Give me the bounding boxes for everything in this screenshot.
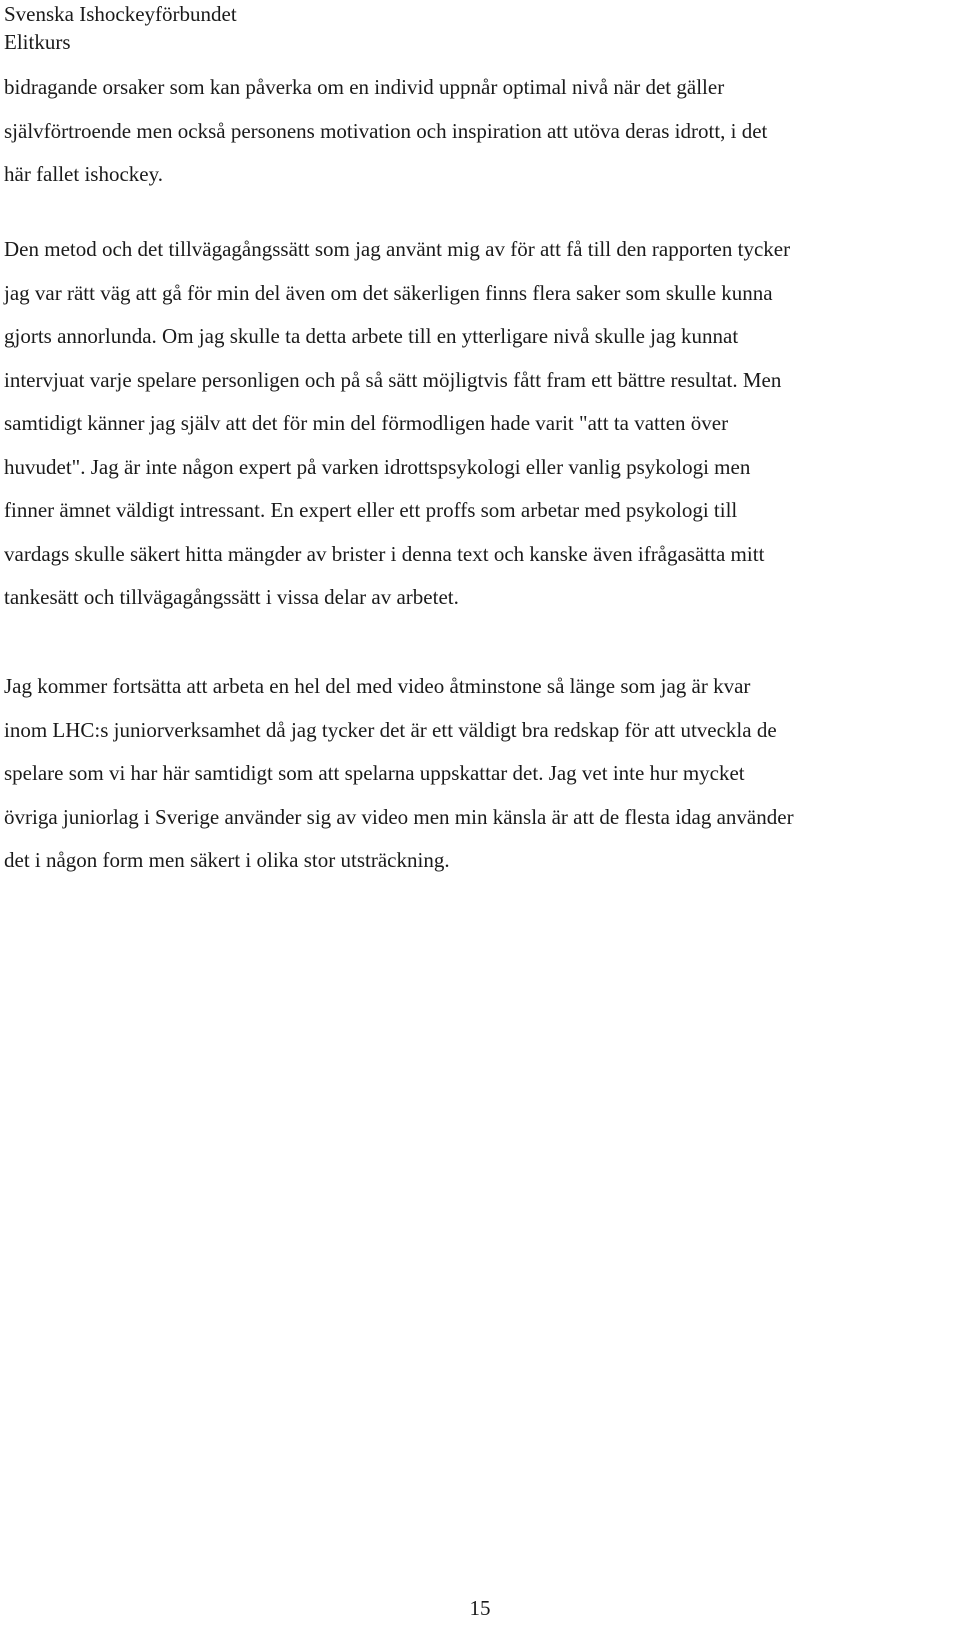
paragraph-line: det i någon form men säkert i olika stor utsträckning. — [4, 848, 450, 872]
page-number: 15 — [469, 1596, 491, 1620]
paragraph-line: inom LHC:s juniorverksamhet då jag tycker det är ett väldigt bra redskap för att utveckla de — [4, 717, 777, 742]
paragraph-1 — [4, 66, 944, 197]
page-header — [4, 0, 237, 56]
paragraph-line: finner ämnet väldigt intressant. En expert eller ett proffs som arbetar med psykologi till — [4, 498, 738, 522]
header-course: Elitkurs — [4, 30, 71, 54]
paragraph-line: intervjuat varje spelare personligen och på så sätt möjligtvis fått fram ett bättre resultat. Men — [4, 367, 782, 392]
paragraph-line: spelare som vi har här samtidigt som att spelarna uppskattar det. Jag vet inte hur mycket — [4, 761, 745, 785]
paragraph-line: Den metod och det tillvägagångssätt som jag använt mig av för att få till den rapporten tycker — [4, 237, 791, 261]
paragraph-line: Jag kommer fortsätta att arbeta en hel del med video åtminstone så länge som jag är kvar — [4, 674, 751, 698]
paragraph-line: huvudet". Jag är inte någon expert på varken idrottspsykologi eller vanlig psykologi men — [4, 454, 751, 479]
paragraph-3 — [4, 665, 944, 883]
paragraph-line: här fallet ishockey. — [4, 162, 163, 186]
paragraph-line: jag var rätt väg att gå för min del även om det säkerligen finns flera saker som skulle kunna — [4, 280, 773, 305]
paragraph-2 — [4, 228, 944, 620]
header-organization: Svenska Ishockeyförbundet — [4, 2, 237, 26]
paragraph-line: övriga juniorlag i Sverige använder sig av video men min känsla är att de flesta idag använder — [4, 804, 794, 829]
paragraph-line: bidragande orsaker som kan påverka om en individ uppnår optimal nivå när det gäller — [4, 75, 725, 99]
paragraph-line: samtidigt känner jag själv att det för min del förmodligen hade varit "att ta vatten över — [4, 411, 729, 435]
paragraph-line: tankesätt och tillvägagångssätt i vissa delar av arbetet. — [4, 585, 459, 609]
paragraph-line: självförtroende men också personens motivation och inspiration att utöva deras idrott, i det — [4, 118, 768, 143]
paragraph-line: gjorts annorlunda. Om jag skulle ta detta arbete till en ytterligare nivå skulle jag kunnat — [4, 324, 739, 348]
paragraph-line: vardags skulle säkert hitta mängder av brister i denna text och kanske även ifrågasätta mitt — [4, 541, 765, 566]
